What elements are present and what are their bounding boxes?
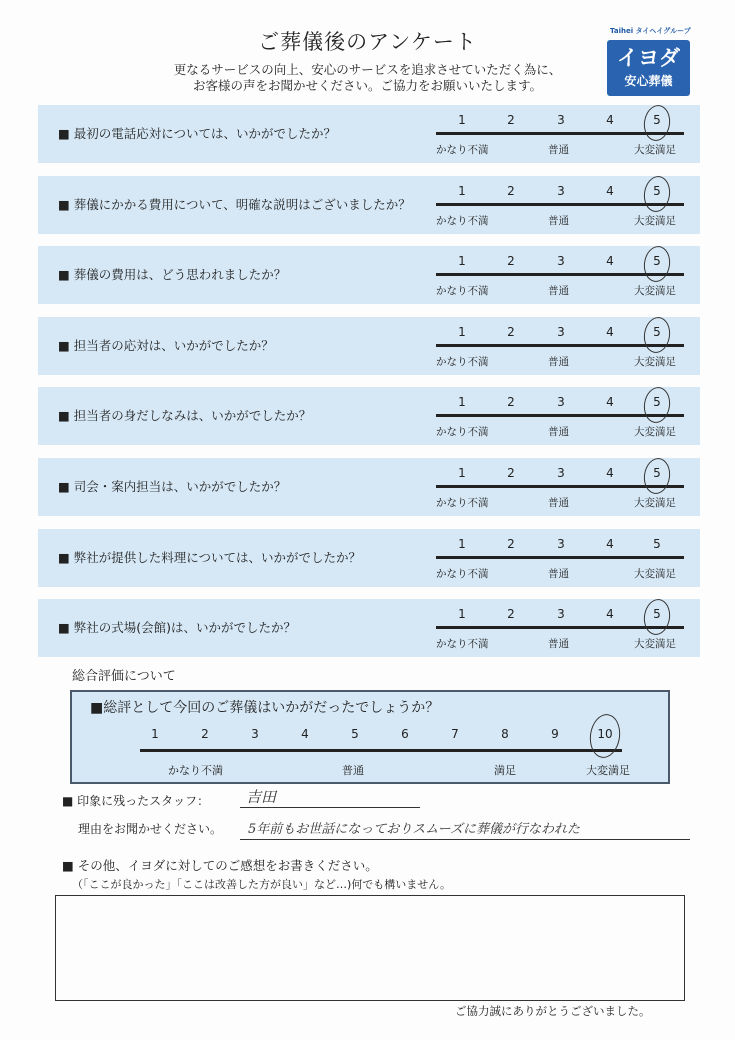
rating-option-3[interactable]: 3: [557, 113, 565, 127]
answer-circle: [642, 103, 673, 142]
overall-label-mid: 普通: [342, 764, 364, 777]
overall-question: ■総評として今回のご葬儀はいかがだったでしょうか？: [90, 700, 440, 716]
answer-circle: [642, 386, 673, 425]
answer-circle: [642, 245, 673, 284]
rating-option-5[interactable]: 5: [653, 607, 661, 622]
overall-label-high: 大変満足: [586, 764, 630, 777]
comments-field[interactable]: [55, 895, 685, 1001]
scale-label-mid: 普通: [548, 497, 569, 509]
rating-option-3[interactable]: 3: [557, 395, 565, 410]
overall-option-6[interactable]: 6: [401, 727, 409, 741]
scale-label-low: かなり不満: [436, 497, 489, 509]
overall-heading: 総合評価について: [72, 669, 176, 684]
scale-label-mid: 普通: [548, 355, 569, 368]
rating-option-3[interactable]: 3: [557, 183, 565, 198]
rating-option-4[interactable]: 4: [606, 536, 614, 551]
rating-option-2[interactable]: 2: [507, 324, 515, 339]
rating-option-1[interactable]: 1: [458, 536, 466, 551]
question-text: ■ 司会・案内担当は、いかがでしたか？: [58, 479, 287, 494]
rating-option-4[interactable]: 4: [606, 395, 614, 410]
question-row: [38, 599, 700, 657]
scale-label-high: 大変満足: [634, 426, 676, 439]
scale-label-mid: 普通: [548, 285, 569, 298]
overall-option-1[interactable]: 1: [151, 727, 159, 741]
rating-option-1[interactable]: 1: [458, 254, 466, 269]
scale-label-low: かなり不満: [436, 426, 489, 439]
rating-option-4[interactable]: 4: [606, 324, 614, 339]
question-text: ■ 葬儀の費用は、どう思われましたか？: [58, 267, 287, 283]
rating-option-1[interactable]: 1: [458, 183, 466, 198]
company-logo: [607, 40, 690, 96]
scale-label-low: かなり不満: [436, 144, 489, 156]
question-row: [38, 246, 700, 304]
rating-option-3[interactable]: 3: [557, 466, 565, 480]
overall-label-good: 満足: [494, 764, 516, 777]
intro-line-2: お客様の声をお聞かせください。ご協力をお願いいたします。: [192, 78, 542, 93]
comments-hint: （「ここが良かった」「ここは改善した方が良い」など…)何でも構いません。: [72, 878, 451, 891]
rating-option-4[interactable]: 4: [606, 607, 614, 622]
scale-label-high: 大変満足: [634, 355, 676, 368]
rating-option-5[interactable]: 5: [653, 536, 661, 551]
rating-option-5[interactable]: 5: [653, 466, 661, 480]
group-logo-text: Taihei タイヘイグループ: [610, 27, 691, 35]
rating-option-4[interactable]: 4: [606, 183, 614, 198]
rating-option-2[interactable]: 2: [507, 607, 515, 622]
rating-option-5[interactable]: 5: [653, 254, 661, 269]
rating-option-2[interactable]: 2: [507, 113, 515, 127]
rating-option-5[interactable]: 5: [653, 183, 661, 198]
overall-option-7[interactable]: 7: [451, 727, 459, 741]
intro-line-1: 更なるサービスの向上、安心のサービスを追求させていただく為に、: [173, 62, 562, 77]
scale-label-low: かなり不満: [436, 355, 489, 368]
answer-circle: [642, 456, 673, 495]
comments-label: ■ その他、イヨダに対してのご感想をお書きください。: [62, 858, 378, 873]
question-row: [38, 387, 700, 445]
rating-option-1[interactable]: 1: [458, 395, 466, 410]
question-text: ■ 弊社の式場(会館)は、いかがでしたか？: [58, 620, 297, 636]
overall-rating-box: [70, 690, 670, 784]
question-text: ■ 担当者の応対は、いかがでしたか？: [58, 337, 274, 353]
question-row: [38, 105, 700, 163]
rating-option-3[interactable]: 3: [557, 536, 565, 551]
staff-field[interactable]: 吉田: [240, 786, 420, 808]
rating-scale-line: [436, 556, 684, 559]
scale-label-high: 大変満足: [634, 567, 676, 580]
scale-label-mid: 普通: [548, 638, 569, 651]
overall-answer-circle: [587, 712, 623, 760]
answer-circle: [642, 598, 673, 637]
scale-label-mid: 普通: [548, 144, 569, 156]
rating-option-2[interactable]: 2: [507, 536, 515, 551]
question-text: ■ 弊社が提供した料理については、いかがでしたか？: [58, 549, 362, 565]
rating-option-4[interactable]: 4: [606, 113, 614, 127]
question-row: [38, 529, 700, 587]
overall-option-2[interactable]: 2: [201, 727, 209, 741]
answer-circle: [642, 315, 673, 354]
scale-label-low: かなり不満: [436, 285, 489, 298]
scale-label-mid: 普通: [548, 426, 569, 439]
logo-name: イヨダ: [617, 46, 680, 70]
overall-option-3[interactable]: 3: [251, 727, 259, 741]
logo-sub: 安心葬儀: [624, 74, 673, 88]
rating-option-5[interactable]: 5: [653, 113, 661, 127]
rating-option-1[interactable]: 1: [458, 466, 466, 480]
footer-thanks: ご協力誠にありがとうございました。: [455, 1004, 651, 1018]
staff-label: ■ 印象に残ったスタッフ：: [62, 794, 210, 808]
rating-option-2[interactable]: 2: [507, 254, 515, 269]
rating-option-2[interactable]: 2: [507, 395, 515, 410]
overall-option-10[interactable]: 10: [597, 727, 613, 741]
overall-option-5[interactable]: 5: [351, 727, 359, 741]
rating-option-5[interactable]: 5: [653, 324, 661, 339]
question-text: ■ 葬儀にかかる費用について、明確な説明はございましたか？: [58, 196, 411, 212]
overall-label-low: かなり不満: [168, 764, 223, 777]
question-row: [38, 317, 700, 375]
question-row: [38, 458, 700, 516]
scale-label-high: 大変満足: [634, 214, 676, 227]
overall-option-4[interactable]: 4: [301, 727, 309, 741]
scale-label-high: 大変満足: [634, 638, 676, 651]
scale-label-high: 大変満足: [634, 144, 676, 156]
rating-option-3[interactable]: 3: [557, 607, 565, 622]
reason-field[interactable]: 5年前もお世話になっておりスムーズに葬儀が行なわれた: [240, 818, 690, 840]
rating-option-2[interactable]: 2: [507, 466, 515, 480]
scale-label-high: 大変満足: [634, 285, 676, 298]
overall-option-9[interactable]: 9: [551, 727, 559, 741]
overall-option-8[interactable]: 8: [501, 727, 509, 741]
reason-label: 理由をお聞かせください。: [78, 822, 223, 836]
rating-option-3[interactable]: 3: [557, 254, 565, 269]
answer-circle: [642, 174, 673, 213]
question-row: [38, 176, 700, 234]
rating-option-1[interactable]: 1: [458, 607, 466, 622]
scale-label-low: かなり不満: [436, 214, 489, 227]
question-text: ■ 担当者の身だしなみは、いかがでしたか？: [58, 408, 312, 424]
rating-option-1[interactable]: 1: [458, 113, 466, 127]
question-text: ■ 最初の電話応対については、いかがでしたか？: [58, 126, 337, 141]
rating-option-3[interactable]: 3: [557, 324, 565, 339]
scale-label-low: かなり不満: [436, 567, 489, 580]
scale-label-mid: 普通: [548, 214, 569, 227]
rating-option-4[interactable]: 4: [606, 466, 614, 480]
scale-label-low: かなり不満: [436, 638, 489, 651]
scale-label-high: 大変満足: [634, 497, 676, 509]
scale-label-mid: 普通: [548, 567, 569, 580]
overall-scale-line: [140, 749, 622, 752]
page-title: ご葬儀後のアンケート: [258, 30, 477, 54]
rating-option-2[interactable]: 2: [507, 183, 515, 198]
rating-option-5[interactable]: 5: [653, 395, 661, 410]
rating-option-1[interactable]: 1: [458, 324, 466, 339]
rating-option-4[interactable]: 4: [606, 254, 614, 269]
